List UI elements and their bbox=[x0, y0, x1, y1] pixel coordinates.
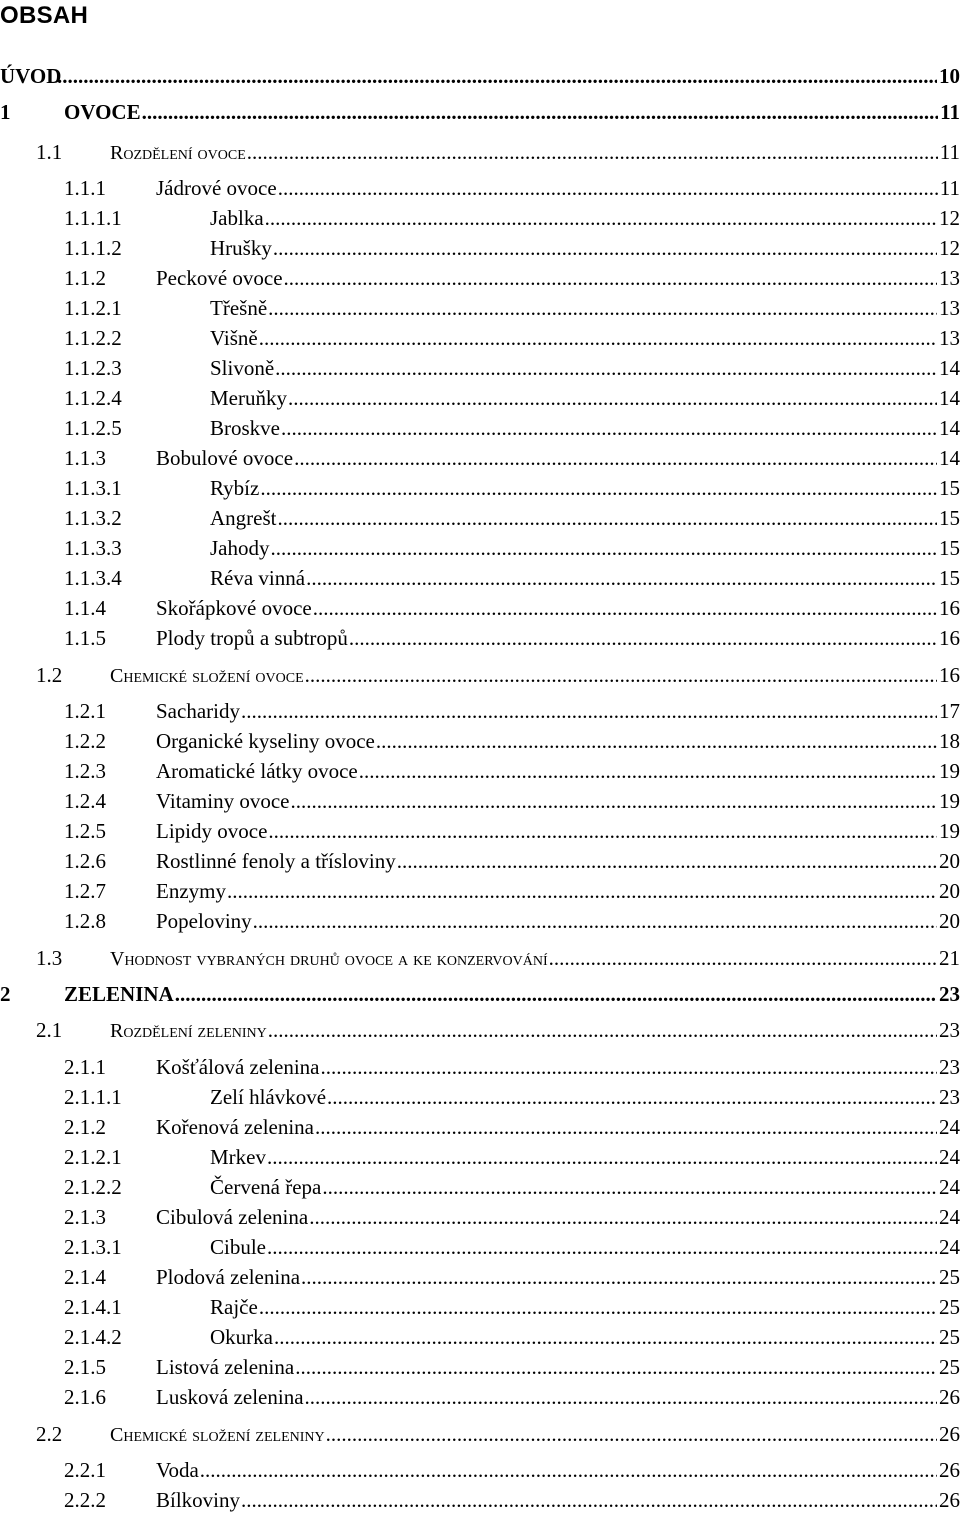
toc-entry-title: Bílkoviny bbox=[156, 1488, 241, 1512]
toc-entry-line bbox=[156, 1203, 960, 1231]
toc-entry-title: Organické kyseliny ovoce bbox=[156, 729, 375, 753]
toc-entry[interactable] bbox=[0, 474, 960, 502]
toc-entry[interactable] bbox=[0, 817, 960, 845]
toc-entry-title: Réva vinná bbox=[210, 566, 306, 590]
toc-entry-title: Rostlinné fenoly a třísloviny bbox=[156, 849, 396, 873]
toc-entry-number: 1.1.1.1 bbox=[64, 206, 122, 230]
dot-leader bbox=[267, 1143, 937, 1171]
toc-entry[interactable] bbox=[0, 757, 960, 785]
toc-entry[interactable] bbox=[0, 534, 960, 562]
toc-entry-number: 2.1.1 bbox=[64, 1055, 106, 1079]
toc-entry[interactable] bbox=[0, 234, 960, 262]
dot-leader bbox=[305, 661, 937, 689]
toc-entry-number: 1.2.4 bbox=[64, 789, 106, 813]
dot-leader bbox=[268, 817, 937, 845]
toc-entry-number: 2.1.4.1 bbox=[64, 1295, 122, 1319]
toc-entry-page: 24 bbox=[939, 1235, 960, 1259]
toc-entry-title: Slivoně bbox=[210, 356, 275, 380]
toc-entry-number: 2.1.2.2 bbox=[64, 1175, 122, 1199]
toc-entry-title: Rozdělení zeleniny bbox=[110, 1020, 267, 1042]
toc-entry-title: Okurka bbox=[210, 1325, 273, 1349]
toc-entry-title: Cibulová zelenina bbox=[156, 1205, 309, 1229]
toc-entry-number: 1.2 bbox=[36, 663, 63, 687]
toc-entry-number: 1.1.1 bbox=[64, 176, 106, 200]
toc-entry-title: Meruňky bbox=[210, 386, 287, 410]
dot-leader bbox=[259, 324, 937, 352]
toc-entry-number: 2.2.1 bbox=[64, 1458, 106, 1482]
toc-entry-number: 2.1 bbox=[36, 1018, 63, 1042]
toc-entry[interactable] bbox=[0, 697, 960, 725]
toc-entry-line bbox=[156, 444, 960, 472]
toc-entry-line bbox=[210, 504, 960, 532]
dot-leader bbox=[288, 384, 937, 412]
toc-entry-line bbox=[210, 564, 960, 592]
toc-entry[interactable] bbox=[0, 384, 960, 412]
toc-entry-page: 20 bbox=[939, 849, 960, 873]
dot-leader bbox=[142, 98, 939, 126]
dot-leader bbox=[271, 534, 938, 562]
toc-entry-title: Jablka bbox=[210, 206, 264, 230]
toc-entry[interactable] bbox=[0, 62, 960, 90]
toc-entry-page: 16 bbox=[939, 626, 960, 650]
toc-entry-title: Rajče bbox=[210, 1295, 258, 1319]
toc-entry-title: Vhodnost vybraných druhů ovoce a ke konzervování bbox=[110, 948, 548, 970]
dot-leader bbox=[359, 757, 937, 785]
toc-entry-line bbox=[156, 907, 960, 935]
dot-leader bbox=[57, 62, 937, 90]
toc-entry[interactable] bbox=[0, 294, 960, 322]
toc-entry-line bbox=[210, 534, 960, 562]
toc-entry-line bbox=[110, 661, 960, 690]
toc-entry[interactable] bbox=[0, 504, 960, 532]
toc-entry-line bbox=[210, 384, 960, 412]
toc-entry-line bbox=[156, 697, 960, 725]
toc-entry[interactable] bbox=[0, 1083, 960, 1111]
toc-entry-line bbox=[156, 594, 960, 622]
toc-entry-number: 1.2.3 bbox=[64, 759, 106, 783]
dot-leader bbox=[273, 234, 937, 262]
toc-entry-page: 14 bbox=[939, 416, 960, 440]
toc-entry-line bbox=[156, 1113, 960, 1141]
toc-entry-title: Jahody bbox=[210, 536, 270, 560]
toc-entry-number: 1.1.3.3 bbox=[64, 536, 122, 560]
toc-entry[interactable] bbox=[0, 1486, 960, 1514]
toc-entry-page: 13 bbox=[939, 326, 960, 350]
toc-entry-title: Jádrové ovoce bbox=[156, 176, 277, 200]
toc-entry-number: 2.2.2 bbox=[64, 1488, 106, 1512]
toc-entry-number: 2.1.4.2 bbox=[64, 1325, 122, 1349]
dot-leader bbox=[305, 1383, 937, 1411]
toc-entry[interactable] bbox=[0, 264, 960, 292]
toc-entry-number: 2.1.4 bbox=[64, 1265, 106, 1289]
toc-entry-line bbox=[210, 294, 960, 322]
toc-entry-line bbox=[156, 1486, 960, 1514]
toc-entry-page: 19 bbox=[939, 759, 960, 783]
toc-entry-page: 26 bbox=[939, 1488, 960, 1512]
toc-entry-line bbox=[210, 414, 960, 442]
dot-leader bbox=[306, 564, 937, 592]
dot-leader bbox=[290, 787, 937, 815]
dot-leader bbox=[322, 1173, 937, 1201]
toc-entry-line bbox=[110, 1016, 960, 1045]
toc-entry-page: 19 bbox=[939, 789, 960, 813]
toc-entry-title: Chemické složení ovoce bbox=[110, 665, 304, 687]
toc-entry-number: 1.1.2.3 bbox=[64, 356, 122, 380]
toc-entry-title: Plodová zelenina bbox=[156, 1265, 301, 1289]
toc-entry-title: Rybíz bbox=[210, 476, 260, 500]
dot-leader bbox=[265, 204, 937, 232]
toc-entry-number: 2 bbox=[0, 982, 11, 1006]
toc-entry-number: ÚVOD bbox=[0, 64, 62, 88]
toc-entry-line bbox=[156, 847, 960, 875]
toc-entry-page: 19 bbox=[939, 819, 960, 843]
toc-entry[interactable] bbox=[0, 944, 960, 972]
toc-entry-title: Broskve bbox=[210, 416, 280, 440]
toc-entry-page: 15 bbox=[939, 566, 960, 590]
toc-entry[interactable] bbox=[0, 204, 960, 232]
toc-entry-page: 23 bbox=[939, 982, 960, 1006]
toc-entry[interactable] bbox=[0, 907, 960, 935]
toc-entry-page: 13 bbox=[939, 296, 960, 320]
dot-leader bbox=[315, 1113, 937, 1141]
toc-entry-number: 1.1.3 bbox=[64, 446, 106, 470]
toc-entry-line bbox=[110, 138, 960, 167]
toc-entry-page: 25 bbox=[939, 1325, 960, 1349]
toc-entry-page: 21 bbox=[939, 946, 960, 970]
toc-entry[interactable] bbox=[0, 847, 960, 875]
toc-entry-page: 16 bbox=[939, 596, 960, 620]
toc-entry-title: Červená řepa bbox=[210, 1175, 322, 1199]
dot-leader bbox=[349, 624, 937, 652]
toc-entry-number: 1.2.7 bbox=[64, 879, 106, 903]
toc-entry-page: 11 bbox=[939, 140, 960, 164]
dot-leader bbox=[227, 877, 937, 905]
toc-entry-page: 23 bbox=[939, 1055, 960, 1079]
toc-entry[interactable] bbox=[0, 1383, 960, 1411]
toc-entry[interactable] bbox=[0, 324, 960, 352]
toc-entry-line bbox=[64, 980, 960, 1008]
toc-entry-number: 1.1.3.2 bbox=[64, 506, 122, 530]
dot-leader bbox=[326, 1420, 937, 1448]
toc-entry[interactable] bbox=[0, 1420, 960, 1448]
toc-entry-title: Chemické složení zeleniny bbox=[110, 1424, 325, 1446]
toc-entry-line bbox=[210, 1293, 960, 1321]
toc-entry-title: Lusková zelenina bbox=[156, 1385, 304, 1409]
toc-entry-number: 2.1.2 bbox=[64, 1115, 106, 1139]
dot-leader bbox=[268, 294, 937, 322]
dot-leader bbox=[260, 474, 937, 502]
toc-entry[interactable] bbox=[0, 624, 960, 652]
toc-entry-page: 23 bbox=[939, 1018, 960, 1042]
toc-entry-title: Popeloviny bbox=[156, 909, 252, 933]
toc-entry-number: 2.1.3.1 bbox=[64, 1235, 122, 1259]
toc-entry-page: 24 bbox=[939, 1115, 960, 1139]
toc-entry-line bbox=[210, 474, 960, 502]
dot-leader bbox=[268, 1016, 937, 1044]
toc-entry-page: 12 bbox=[939, 236, 960, 260]
toc-entry-page: 17 bbox=[939, 699, 960, 723]
toc-entry-page: 23 bbox=[939, 1085, 960, 1109]
toc-entry-number: 1.1.1.2 bbox=[64, 236, 122, 260]
toc-entry-page: 20 bbox=[939, 879, 960, 903]
toc-entry-page: 13 bbox=[939, 266, 960, 290]
toc-entry-number: 1.1.2.5 bbox=[64, 416, 122, 440]
toc-entry-line bbox=[156, 757, 960, 785]
toc-entry[interactable] bbox=[0, 1113, 960, 1141]
toc-entry-number: 2.1.5 bbox=[64, 1355, 106, 1379]
toc-entry-line bbox=[64, 98, 960, 126]
toc-entry-line bbox=[156, 624, 960, 652]
toc-entry-page: 16 bbox=[939, 663, 960, 687]
toc-entry-title: Vitaminy ovoce bbox=[156, 789, 290, 813]
dot-leader bbox=[274, 1323, 937, 1351]
dot-leader bbox=[281, 414, 937, 442]
toc-entry-line bbox=[156, 1263, 960, 1291]
toc-entry-line bbox=[156, 264, 960, 292]
toc-entry-number: 2.1.1.1 bbox=[64, 1085, 122, 1109]
dot-leader bbox=[267, 1233, 937, 1261]
toc-entry[interactable] bbox=[0, 1293, 960, 1321]
toc-entry-page: 12 bbox=[939, 206, 960, 230]
toc-entry-number: 1.1.2.1 bbox=[64, 296, 122, 320]
toc-entry-title: ZELENINA bbox=[64, 982, 174, 1006]
toc-entry-title: OVOCE bbox=[64, 100, 141, 124]
toc-entry-title: Voda bbox=[156, 1458, 199, 1482]
dot-leader bbox=[549, 944, 937, 972]
toc-entry-line bbox=[156, 174, 960, 202]
toc-entry[interactable] bbox=[0, 1053, 960, 1081]
toc-entry-title: Peckové ovoce bbox=[156, 266, 283, 290]
toc-entry-number: 1.2.5 bbox=[64, 819, 106, 843]
dot-leader bbox=[376, 727, 937, 755]
toc-entry-title: Angrešt bbox=[210, 506, 277, 530]
toc-entry-number: 1.1.2.2 bbox=[64, 326, 122, 350]
toc-entry[interactable] bbox=[0, 594, 960, 622]
toc-entry-title: Kořenová zelenina bbox=[156, 1115, 315, 1139]
toc-entry-number: 1 bbox=[0, 100, 11, 124]
toc-entry[interactable] bbox=[0, 1353, 960, 1381]
toc-entry[interactable] bbox=[0, 564, 960, 592]
dot-leader bbox=[309, 1203, 937, 1231]
toc-entry-number: 1.2.8 bbox=[64, 909, 106, 933]
toc-entry-page: 26 bbox=[939, 1385, 960, 1409]
dot-leader bbox=[321, 1053, 938, 1081]
toc-entry-line bbox=[210, 324, 960, 352]
dot-leader bbox=[397, 847, 937, 875]
toc-entry-number: 2.1.6 bbox=[64, 1385, 106, 1409]
toc-entry[interactable] bbox=[0, 1173, 960, 1201]
toc-entry-title: Enzymy bbox=[156, 879, 226, 903]
toc-entry-number: 1.1.3.1 bbox=[64, 476, 122, 500]
toc-entry-title: Lipidy ovoce bbox=[156, 819, 268, 843]
dot-leader bbox=[175, 980, 937, 1008]
dot-leader bbox=[200, 1456, 937, 1484]
dot-leader bbox=[241, 1486, 937, 1514]
toc-entry-page: 11 bbox=[940, 100, 960, 124]
toc-entry-number: 1.1.5 bbox=[64, 626, 106, 650]
toc-entry-line bbox=[210, 1233, 960, 1261]
toc-entry[interactable] bbox=[0, 98, 960, 126]
toc-entry-number: 1.3 bbox=[36, 946, 63, 970]
toc-entry-number: 1.1.2 bbox=[64, 266, 106, 290]
dot-leader bbox=[275, 354, 937, 382]
toc-entry-page: 14 bbox=[939, 446, 960, 470]
toc-entry-line bbox=[156, 1456, 960, 1484]
toc-entry-number: 2.1.2.1 bbox=[64, 1145, 122, 1169]
toc-entry-line bbox=[210, 204, 960, 232]
toc-entry[interactable] bbox=[0, 1263, 960, 1291]
toc-entry[interactable] bbox=[0, 1233, 960, 1261]
toc-entry-page: 25 bbox=[939, 1265, 960, 1289]
toc-entry-number: 1.1.3.4 bbox=[64, 566, 122, 590]
toc-entry[interactable] bbox=[0, 1203, 960, 1231]
toc-entry-title: Aromatické látky ovoce bbox=[156, 759, 358, 783]
toc-entry-line bbox=[156, 787, 960, 815]
toc-entry-page: 26 bbox=[939, 1422, 960, 1446]
toc-entry[interactable] bbox=[0, 1016, 960, 1044]
toc-entry[interactable] bbox=[0, 174, 960, 202]
toc-entry-page: 11 bbox=[939, 176, 960, 200]
toc-entry-line bbox=[210, 1083, 960, 1111]
toc-entry-line bbox=[110, 1420, 960, 1449]
toc-entry-page: 15 bbox=[939, 506, 960, 530]
toc-entry[interactable] bbox=[0, 1323, 960, 1351]
toc-entry[interactable] bbox=[0, 1143, 960, 1171]
toc-entry-line bbox=[210, 1143, 960, 1171]
toc-entry-page: 25 bbox=[939, 1295, 960, 1319]
toc-entry-page: 14 bbox=[939, 356, 960, 380]
toc-entry-number: 1.1.4 bbox=[64, 596, 106, 620]
toc-entry-title: Rozdělení ovoce bbox=[110, 142, 246, 164]
toc-entry-page: 24 bbox=[939, 1175, 960, 1199]
toc-entry-title: Třešně bbox=[210, 296, 268, 320]
toc-entry-title: Skořápkové ovoce bbox=[156, 596, 312, 620]
toc-entry-number: 2.2 bbox=[36, 1422, 63, 1446]
dot-leader bbox=[259, 1293, 937, 1321]
toc-entry-line bbox=[156, 817, 960, 845]
toc-entry[interactable] bbox=[0, 1456, 960, 1484]
toc-entry[interactable] bbox=[0, 138, 960, 166]
toc-entry-page: 24 bbox=[939, 1205, 960, 1229]
toc-entry[interactable] bbox=[0, 354, 960, 382]
toc-entry-line bbox=[210, 1173, 960, 1201]
toc-entry-line bbox=[156, 727, 960, 755]
dot-leader bbox=[295, 1353, 937, 1381]
toc-entry-number: 1.2.2 bbox=[64, 729, 106, 753]
toc-entry-page: 14 bbox=[939, 386, 960, 410]
toc-entry-page: 18 bbox=[939, 729, 960, 753]
toc-entry-number: 1.1 bbox=[36, 140, 63, 164]
dot-leader bbox=[241, 697, 937, 725]
dot-leader bbox=[253, 907, 937, 935]
toc-entry-number: 1.2.1 bbox=[64, 699, 106, 723]
toc-entry-line bbox=[156, 1053, 960, 1081]
dot-leader bbox=[327, 1083, 937, 1111]
toc-entry-page: 20 bbox=[939, 909, 960, 933]
dot-leader bbox=[301, 1263, 937, 1291]
toc-entry-number: 2.1.3 bbox=[64, 1205, 106, 1229]
toc-entry-title: Zelí hlávkové bbox=[210, 1085, 327, 1109]
toc-entry-page: 24 bbox=[939, 1145, 960, 1169]
toc-entry-line bbox=[156, 1353, 960, 1381]
dot-leader bbox=[294, 444, 937, 472]
toc-entry-title: Cibule bbox=[210, 1235, 266, 1259]
dot-leader bbox=[247, 138, 938, 166]
toc-entry-title: Hrušky bbox=[210, 236, 272, 260]
toc-entry-title: Višně bbox=[210, 326, 258, 350]
toc-entry-page: 26 bbox=[939, 1458, 960, 1482]
toc-entry-line bbox=[210, 354, 960, 382]
toc-entry-page: 15 bbox=[939, 476, 960, 500]
toc-entry-page: 25 bbox=[939, 1355, 960, 1379]
toc-entry-number: 1.1.2.4 bbox=[64, 386, 122, 410]
toc-entry[interactable] bbox=[0, 661, 960, 689]
toc-entry[interactable] bbox=[0, 414, 960, 442]
toc-entry-line bbox=[56, 62, 960, 90]
toc-entry-title: Mrkev bbox=[210, 1145, 266, 1169]
dot-leader bbox=[278, 504, 938, 532]
toc-entry-line bbox=[210, 1323, 960, 1351]
toc-entry-page: 15 bbox=[939, 536, 960, 560]
toc-entry-title: Bobulové ovoce bbox=[156, 446, 294, 470]
toc-entry-number: 1.2.6 bbox=[64, 849, 106, 873]
toc-entry[interactable] bbox=[0, 787, 960, 815]
toc-entry-line bbox=[156, 877, 960, 905]
toc-entry-line bbox=[210, 234, 960, 262]
toc-entry-line bbox=[156, 1383, 960, 1411]
dot-leader bbox=[313, 594, 937, 622]
toc-entry-title: Plody tropů a subtropů bbox=[156, 626, 348, 650]
dot-leader bbox=[284, 264, 937, 292]
toc-entry-line bbox=[110, 944, 960, 973]
toc-entry-title: Sacharidy bbox=[156, 699, 240, 723]
toc-entry[interactable] bbox=[0, 444, 960, 472]
toc-entry-title: Listová zelenina bbox=[156, 1355, 295, 1379]
dot-leader bbox=[278, 174, 938, 202]
toc-entry[interactable] bbox=[0, 980, 960, 1008]
toc-entry-title: Košťálová zelenina bbox=[156, 1055, 320, 1079]
toc-entry[interactable] bbox=[0, 877, 960, 905]
toc-entry-page: 10 bbox=[939, 64, 960, 88]
toc-entry[interactable] bbox=[0, 727, 960, 755]
page-title: OBSAH bbox=[0, 2, 89, 29]
